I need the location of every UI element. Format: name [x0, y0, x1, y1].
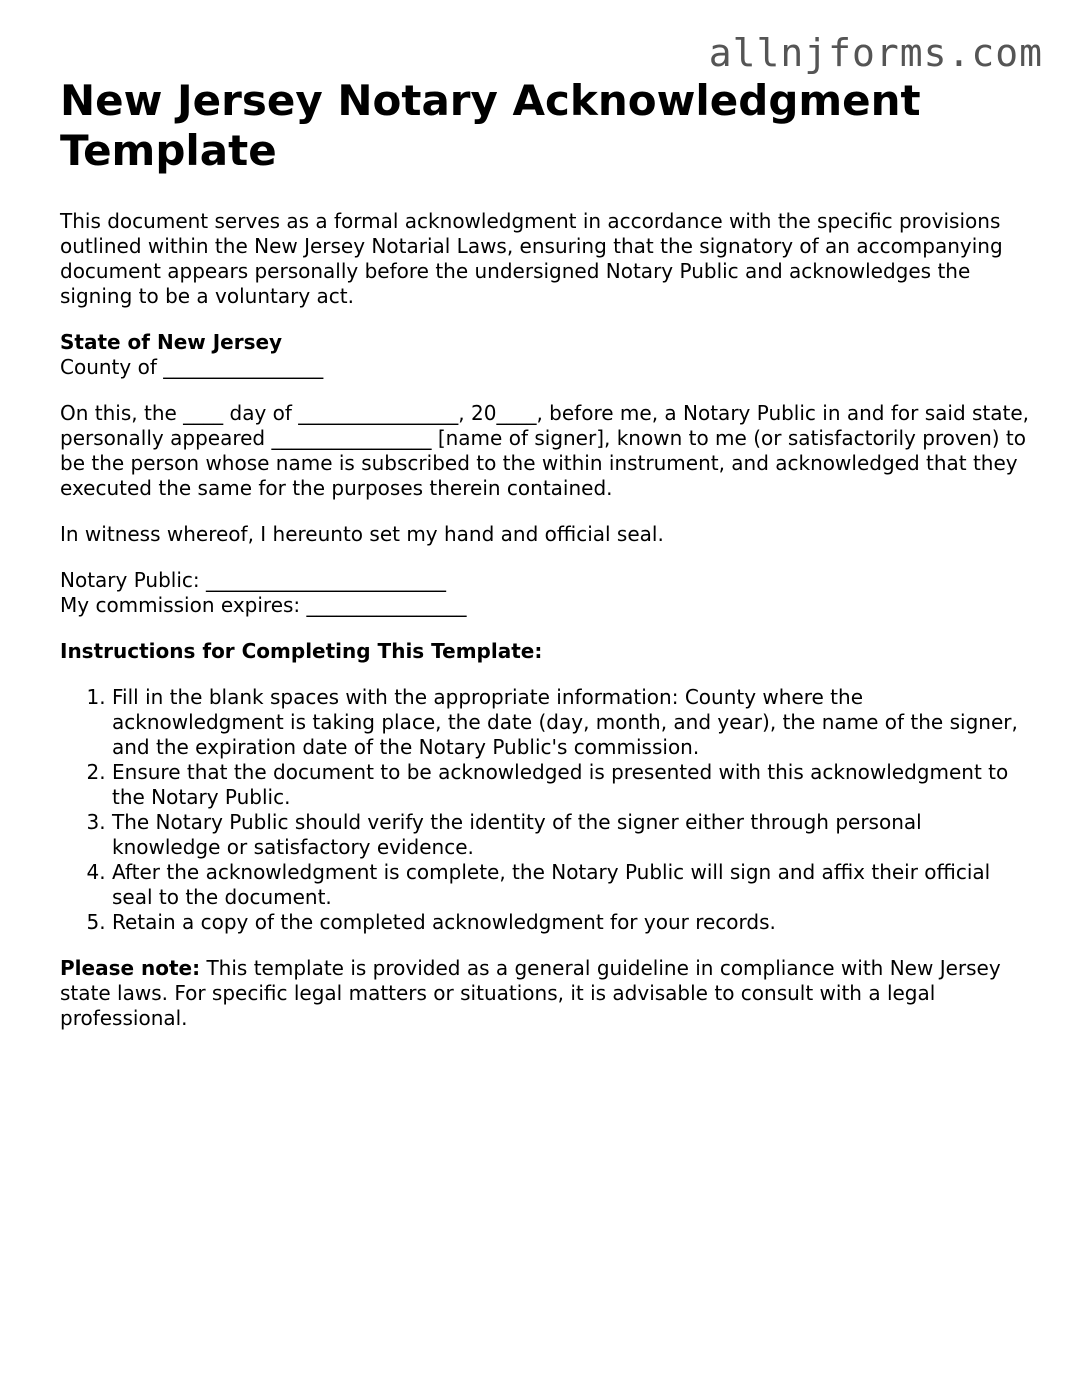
state-heading: State of New Jersey: [60, 330, 283, 354]
page-title: New Jersey Notary Acknowledgment Template: [60, 76, 921, 175]
note-text: This template is provided as a general guideline in compliance with New Jersey state laws. For specific legal matters or situations, it is advisable to consult with a legal professional.: [60, 956, 1001, 1030]
notary-public-line: Notary Public: ________________________: [60, 568, 446, 592]
instructions-list: [60, 685, 1030, 935]
witness-statement: In witness whereof, I hereunto set my hand and official seal.: [60, 522, 664, 546]
intro-paragraph: This document serves as a formal acknowledgment in accordance with the specific provisions outlined within the New Jersey Notarial Laws, ensuring that the signatory of an accompanying document appears personally before the undersigned Notary Public and acknowledges the signing to be a voluntary act.: [60, 209, 1003, 308]
acknowledgment-paragraph: On this, the ____ day of ________________, 20____, before me, a Notary Public in and for said state, personally appeared ________________ [name of signer], known to me (or satisfactorily proven) to be the person whose name is subscribed to the within instrument, and acknowledged that they executed the same for the purposes therein contained.: [60, 401, 1030, 500]
instruction-item: 2. Ensure that the document to be acknowledged is presented with this acknowledgment to the Notary Public.: [112, 760, 1030, 810]
instructions-heading: Instructions for Completing This Template:: [60, 639, 543, 663]
document-body: [60, 76, 1030, 1031]
site-watermark: allnjforms.com: [708, 31, 1043, 75]
venue-block: [60, 330, 1030, 380]
commission-expires-line: My commission expires: ________________: [60, 593, 467, 617]
county-line: County of ________________: [60, 355, 324, 379]
instruction-item: 5. Retain a copy of the completed acknowledgment for your records.: [112, 910, 1030, 935]
notary-signature-block: [60, 568, 1030, 618]
note-label: Please note:: [60, 956, 201, 980]
note-paragraph: [60, 956, 1030, 1031]
instruction-item: 3. The Notary Public should verify the identity of the signer either through personal knowledge or satisfactory evidence.: [112, 810, 1030, 860]
instruction-item: 1. Fill in the blank spaces with the appropriate information: County where the acknowledgment is taking place, the date (day, month, and year), the name of the signer, and the expiration date of the Notary Public's commission.: [112, 685, 1030, 760]
instruction-item: 4. After the acknowledgment is complete, the Notary Public will sign and affix their official seal to the document.: [112, 860, 1030, 910]
